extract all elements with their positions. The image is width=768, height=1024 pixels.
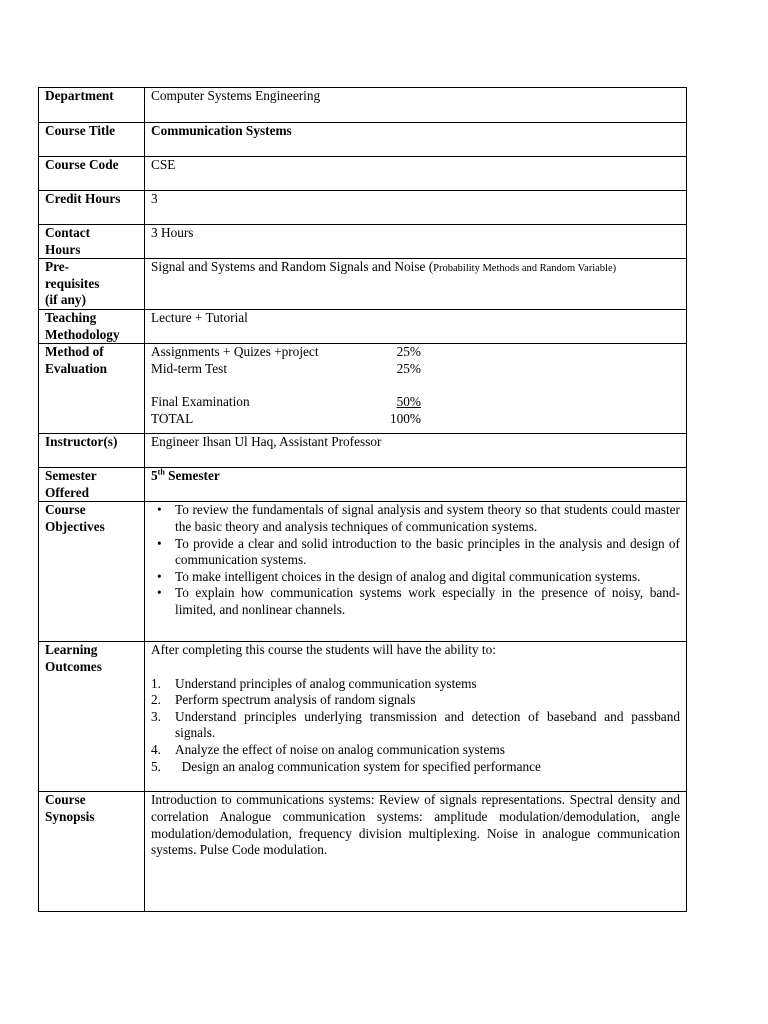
- course-code-value: CSE: [145, 157, 687, 191]
- credit-hours-value: 3: [145, 191, 687, 225]
- row-contact-hours: [39, 225, 687, 259]
- synopsis-label-line1: Course: [45, 792, 86, 808]
- synopsis-value: Introduction to communications systems: Review of signals representations. Spectral density and correlation Analogue communication systems: amplitude modulation/demodulation, angle modulation/demodulation, frequency division multiplexing. Noise in analogue communication systems. Pulse Code modulation.: [145, 792, 687, 912]
- outcome-item: [151, 741, 680, 759]
- prerequisites-value: [145, 259, 687, 310]
- evaluation-item: [151, 394, 680, 411]
- outcomes-spacer: [151, 659, 680, 676]
- objectives-list: [151, 502, 680, 618]
- evaluation-label-line2: Evaluation: [45, 360, 108, 376]
- evaluation-item-name: Final Examination: [151, 393, 250, 409]
- outcomes-label: [39, 642, 145, 792]
- evaluation-label-line1: Method of: [45, 344, 104, 360]
- course-outline-table: [38, 87, 687, 912]
- outcome-number: 2.: [151, 692, 161, 708]
- evaluation-item: [151, 411, 680, 428]
- evaluation-item: [151, 361, 680, 378]
- objectives-label-line1: Course: [45, 502, 86, 518]
- prerequisites-label-line3: (if any): [45, 292, 86, 308]
- evaluation-value: [145, 344, 687, 434]
- teaching-label-line2: Methodology: [45, 326, 120, 342]
- outcome-text: Understand principles underlying transmission and detection of baseband and passband signals.: [175, 708, 680, 741]
- row-semester: [39, 468, 687, 502]
- objectives-label: [39, 502, 145, 642]
- outcomes-intro: After completing this course the students will have the ability to:: [151, 642, 496, 658]
- objectives-value: [145, 502, 687, 642]
- semester-number: 5: [151, 468, 158, 484]
- instructor-value: Engineer Ihsan Ul Haq, Assistant Professor: [145, 434, 687, 468]
- row-course-code: [39, 157, 687, 191]
- semester-label-line2: Offered: [45, 484, 90, 500]
- outcomes-list: [151, 676, 680, 776]
- prerequisites-label: [39, 259, 145, 310]
- contact-hours-value: 3 Hours: [145, 225, 687, 259]
- semester-value: [145, 468, 687, 502]
- row-teaching-methodology: [39, 309, 687, 343]
- outcome-number: 1.: [151, 675, 161, 691]
- contact-hours-label: [39, 225, 145, 259]
- evaluation-label: [39, 344, 145, 434]
- instructor-label: Instructor(s): [39, 434, 145, 468]
- course-title-label: Course Title: [39, 123, 145, 157]
- row-department: [39, 88, 687, 123]
- row-instructor: [39, 434, 687, 468]
- outcome-item: [151, 692, 680, 709]
- semester-text: Semester: [164, 468, 220, 484]
- outcome-item: [151, 758, 680, 776]
- semester-label: [39, 468, 145, 502]
- outcome-number: 5.: [151, 758, 161, 774]
- outcomes-value: [145, 642, 687, 792]
- department-label: Department: [39, 88, 145, 123]
- evaluation-item-name: Mid-term Test: [151, 360, 228, 376]
- outcomes-label-line1: Learning: [45, 642, 98, 658]
- course-title-value: Communication Systems: [145, 123, 687, 157]
- prerequisites-label-line1: Pre-: [45, 259, 70, 275]
- objective-item: • To make intelligent choices in the design of analog and digital communication systems.: [175, 569, 680, 586]
- row-synopsis: [39, 792, 687, 912]
- row-learning-outcomes: [39, 642, 687, 792]
- teaching-value: Lecture + Tutorial: [145, 309, 687, 343]
- evaluation-item-pct: 50%: [396, 393, 421, 409]
- row-objectives: [39, 502, 687, 642]
- objective-item: • To provide a clear and solid introduction to the basic principles in the analysis and design of communication systems.: [175, 536, 680, 569]
- row-evaluation: [39, 344, 687, 434]
- objective-item: • To explain how communication systems work especially in the presence of noisy, band-limited, and nonlinear channels.: [175, 585, 680, 618]
- credit-hours-label: Credit Hours: [39, 191, 145, 225]
- prerequisites-main: Signal and Systems and Random Signals and Noise (: [151, 259, 434, 275]
- outcome-number: 4.: [151, 741, 161, 757]
- department-value: Computer Systems Engineering: [145, 88, 687, 123]
- evaluation-item-pct: 100%: [389, 410, 421, 426]
- outcome-item: [151, 675, 680, 693]
- row-course-title: [39, 123, 687, 157]
- evaluation-item-name: TOTAL: [151, 410, 194, 426]
- semester-ordinal: th: [157, 467, 165, 477]
- evaluation-item-name: Assignments + Quizes +project: [151, 344, 319, 360]
- synopsis-label-line2: Synopsis: [45, 808, 95, 824]
- outcome-text: Understand principles of analog communication systems: [175, 675, 477, 691]
- course-code-label: Course Code: [39, 157, 145, 191]
- evaluation-item-pct: 25%: [396, 344, 421, 360]
- evaluation-item-pct: 25%: [396, 360, 421, 376]
- outcome-number: 3.: [151, 708, 161, 724]
- contact-hours-label-line1: Contact: [45, 225, 91, 240]
- outcome-item: [151, 708, 680, 742]
- outcome-text: Perform spectrum analysis of random signals: [175, 692, 416, 708]
- evaluation-item: [151, 344, 680, 361]
- synopsis-label: [39, 792, 145, 912]
- evaluation-spacer: [151, 377, 680, 394]
- semester-label-line1: Semester: [45, 468, 97, 484]
- teaching-label: [39, 309, 145, 343]
- contact-hours-label-line2: Hours: [45, 241, 81, 257]
- row-credit-hours: [39, 191, 687, 225]
- prerequisites-label-line2: requisites: [45, 275, 100, 291]
- teaching-label-line1: Teaching: [45, 309, 97, 325]
- outcomes-label-line2: Outcomes: [45, 658, 102, 674]
- objectives-label-line2: Objectives: [45, 518, 105, 534]
- prerequisites-small: Probability Methods and Random Variable): [433, 263, 617, 275]
- outcome-text: Design an analog communication system for specified performance: [175, 758, 541, 774]
- row-prerequisites: [39, 259, 687, 310]
- outcome-text: Analyze the effect of noise on analog communication systems: [175, 741, 505, 757]
- objective-item: • To review the fundamentals of signal analysis and system theory so that students could master the basic theory and analysis techniques of communication systems.: [175, 502, 680, 535]
